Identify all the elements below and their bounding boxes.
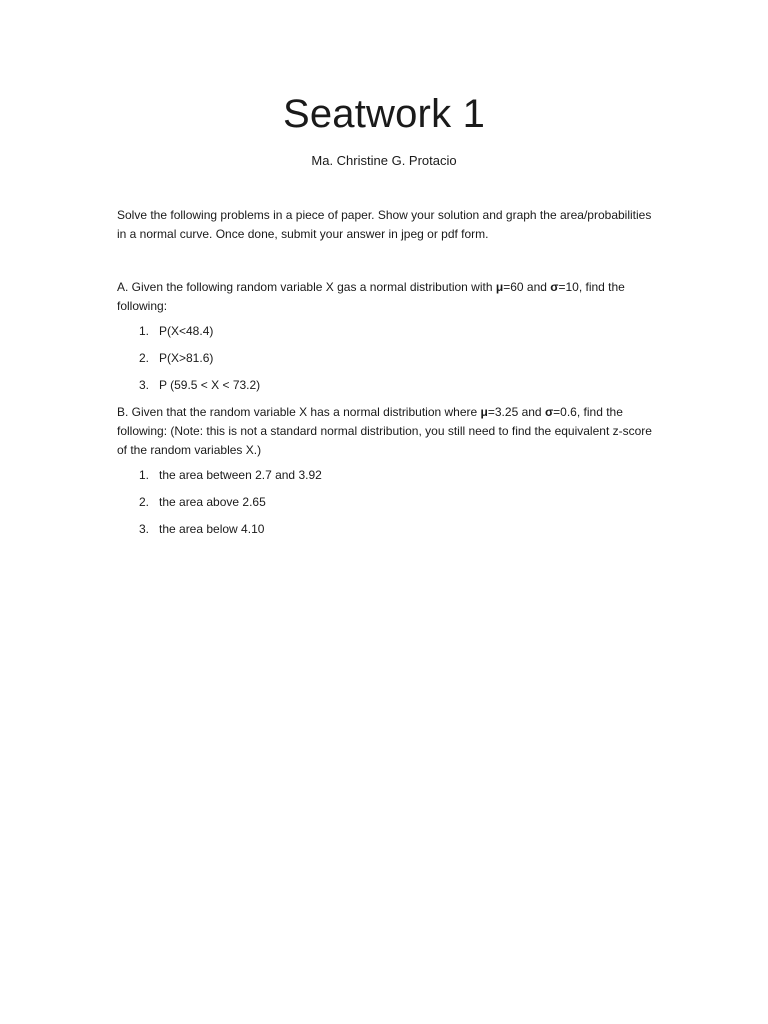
list-item-number: 1. bbox=[139, 324, 150, 338]
section-a-sigma-value: =10, find the following: bbox=[117, 280, 625, 313]
list-item-text: the area below 4.10 bbox=[159, 522, 265, 536]
list-item bbox=[117, 520, 657, 547]
section-b-problem-list bbox=[117, 466, 657, 547]
author-name: Ma. Christine G. Protacio bbox=[311, 153, 457, 168]
section-b-sigma-value: =0.6, find the following: (Note: this is not a standard normal distribution, you still need to find the equivalent z-score of the random variables X.) bbox=[117, 405, 652, 457]
list-item-text: P(X>81.6) bbox=[159, 351, 214, 365]
list-item-text: P (59.5 < X < 73.2) bbox=[159, 378, 261, 392]
list-item-number: 1. bbox=[139, 468, 150, 482]
sigma-symbol: σ bbox=[544, 405, 554, 419]
list-item bbox=[117, 466, 657, 493]
section-a-intro-text: A. Given the following random variable X gas a normal distribution with bbox=[117, 280, 496, 294]
list-item bbox=[117, 349, 657, 376]
section-a-intro bbox=[117, 278, 657, 316]
list-item-number: 3. bbox=[139, 378, 150, 392]
mu-symbol: μ bbox=[480, 405, 488, 419]
list-item bbox=[117, 322, 657, 349]
list-item-text: P(X<48.4) bbox=[159, 324, 214, 338]
section-b-intro-text: B. Given that the random variable X has a normal distribution where bbox=[117, 405, 481, 419]
list-item-number: 3. bbox=[139, 522, 150, 536]
list-item bbox=[117, 376, 657, 403]
sigma-symbol: σ bbox=[550, 280, 559, 294]
section-a-problem-list bbox=[117, 322, 657, 403]
list-item-number: 2. bbox=[139, 351, 150, 365]
list-item-text: the area between 2.7 and 3.92 bbox=[159, 468, 322, 482]
list-item-text: the area above 2.65 bbox=[159, 495, 266, 509]
mu-symbol: μ bbox=[495, 280, 504, 294]
section-b-intro bbox=[117, 403, 657, 460]
instructions-paragraph: Solve the following problems in a piece of paper. Show your solution and graph the area/probabilities in a normal curve. Once done, submit your answer in jpeg or pdf form. bbox=[117, 208, 652, 241]
page-title: Seatwork 1 bbox=[282, 92, 486, 136]
list-item bbox=[117, 493, 657, 520]
list-item-number: 2. bbox=[139, 495, 150, 509]
section-a-mu-value: =60 and bbox=[503, 280, 551, 294]
section-b-mu-value: =3.25 and bbox=[487, 405, 545, 419]
